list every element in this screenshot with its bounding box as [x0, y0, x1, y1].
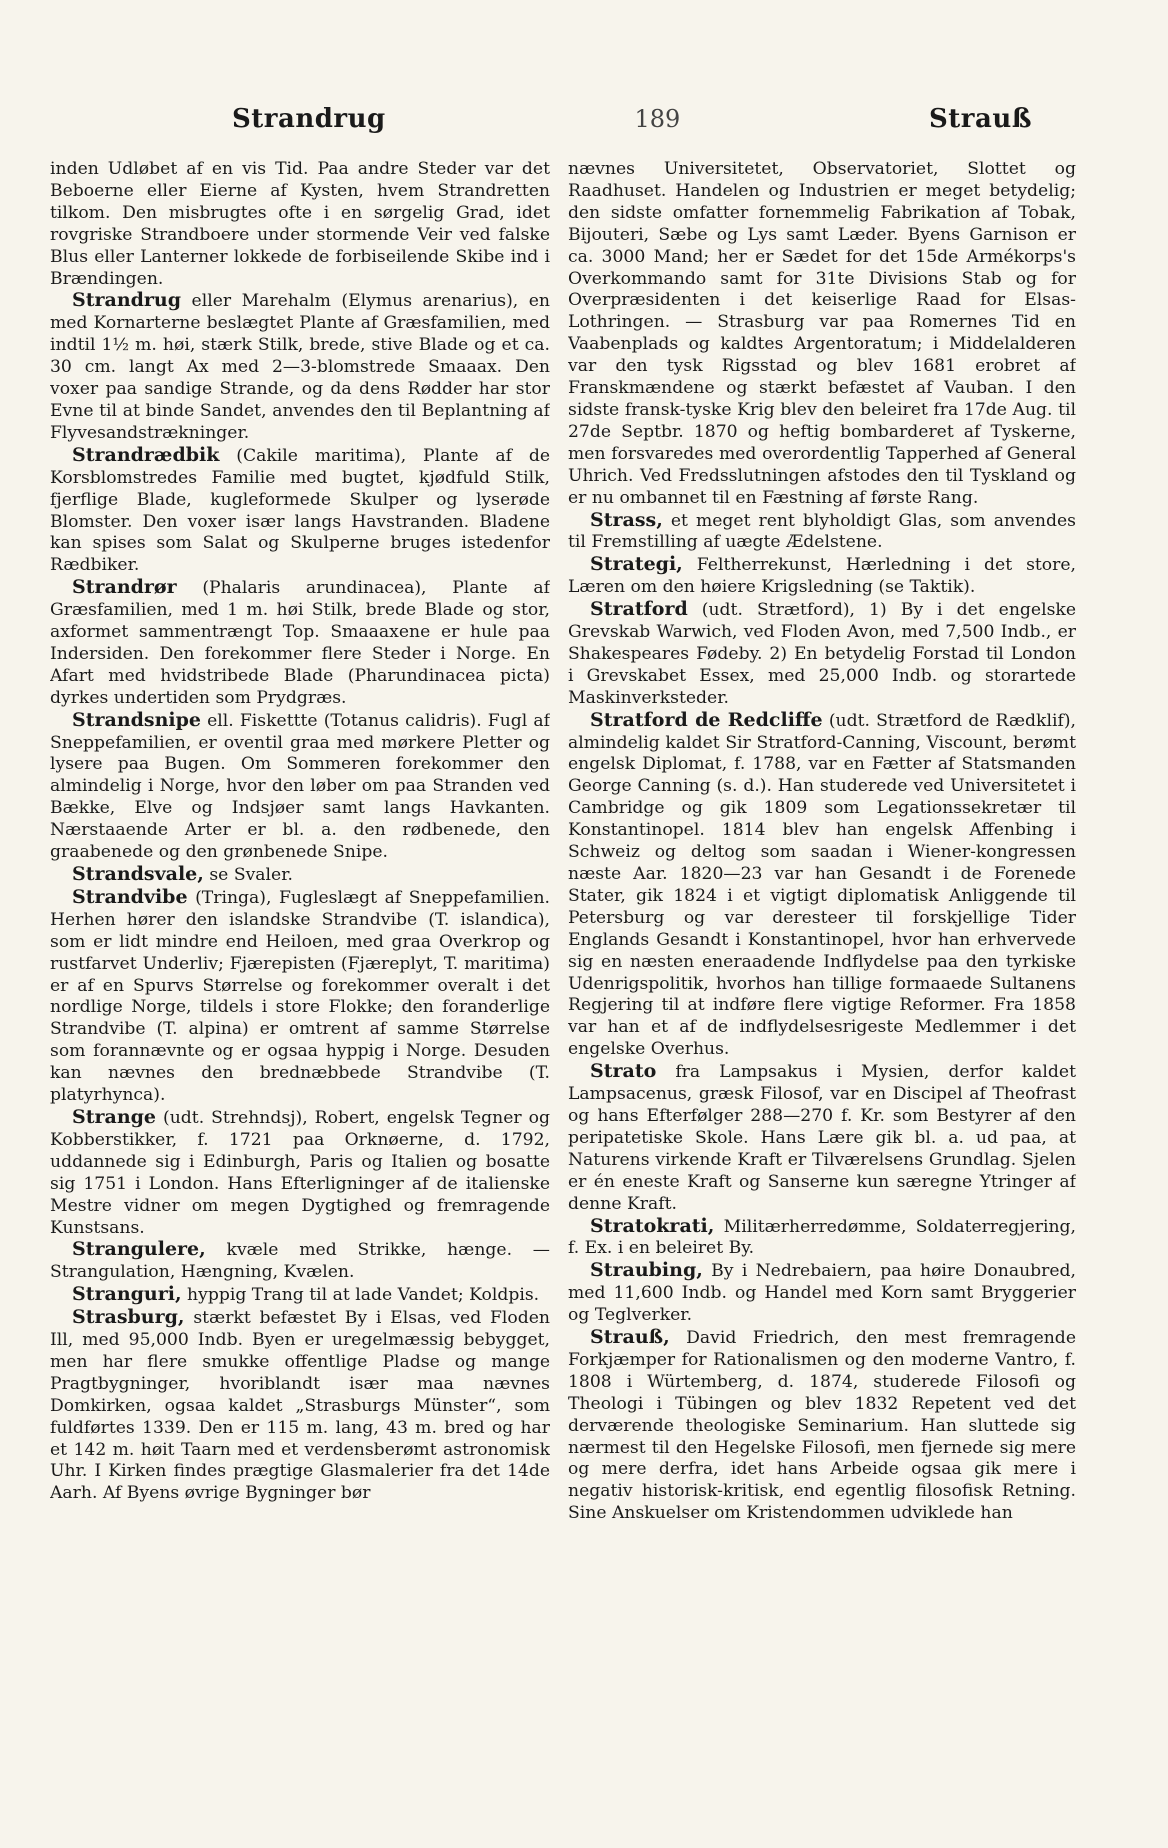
- entry-text: (udt. Strætford), 1) By i det engelske Grevskab Warwich, ved Floden Avon, med 7,500 Indb., er Shakespeares Fødeby. 2) En betydelig Forstad til London i Grevskabet Essex, med 25,000 Indb. og storartede Maskinverksteder.: [568, 600, 1076, 708]
- entry-text: hyppig Trang til at lade Vandet; Koldpis.: [187, 1285, 540, 1306]
- entry-term: Strategi,: [590, 553, 683, 576]
- entry-term: Strato: [590, 1060, 657, 1083]
- entry-text: (Tringa), Fugleslægt af Sneppefamilien. Herhen hører den islandske Strandvibe (T. islandica), som er lidt mindre end Heiloen, med graa Overkrop og rustfarvet Underliv; Fjærepisten (Fjæreplyt, T. maritima) er af en Spurvs Størrelse og forekommer overalt i det nordlige Norge, tildels i store Flokke; den foranderlige Strandvibe (T. alpina) er omtrent af samme Størrelse som forannævnte og er ogsaa hyppig i Norge. Desuden kan nævnes den brednæbbede Strandvibe (T. platyrhynca).: [50, 887, 550, 1106]
- entry: [50, 887, 550, 1107]
- entry-term: Straubing,: [590, 1259, 703, 1282]
- entry-term: Strandsnipe: [72, 708, 202, 731]
- entry-text: fra Lampsakus i Mysien, derfor kaldet Lampsacenus, græsk Filosof, var en Discipel af Theofrast og hans Efterfølger 288—270 f. Kr. som Bestyrer af den peripatetiske Skole. Hans Lære gik bl. a. ud paa, at Naturens virkende Kraft er Tilværelsens Grundlag. Sjelen er én eneste Kraft og Sanserne kun særegne Ytringer af denne Kraft.: [568, 1062, 1076, 1214]
- entry-term: Stranguri,: [72, 1283, 182, 1306]
- entry-term: Strangulere,: [72, 1238, 206, 1261]
- entry-text: Militærherredømme, Soldaterregjering, f. Ex. i en beleiret By.: [568, 1216, 1076, 1259]
- left-column: [50, 158, 550, 1798]
- entry-text: (Phalaris arundinacea), Plante af Græsfamilien, med 1 m. høi Stilk, brede Blade og stor, axformet sammentrængt Top. Smaaaxene er hule paa Indersiden. Den forekommer flere Steder i Norge. En Afart med hvidstribede Blade (Pharundinacea picta) dyrkes undertiden som Prydgræs.: [50, 578, 550, 708]
- right-column: [568, 158, 1076, 1798]
- entry: [50, 577, 550, 709]
- entry-term: Strandrør: [72, 576, 177, 599]
- entry-term: Stratford: [590, 598, 688, 621]
- entry: [568, 599, 1076, 710]
- entry: [50, 445, 550, 577]
- entry: [50, 1307, 550, 1505]
- entry-text: se Svaler.: [209, 865, 294, 885]
- entry: [568, 158, 1076, 510]
- entry-text: By i Nedrebaiern, paa høire Donaubred, med 11,600 Indb. og Handel med Korn samt Bryggerier og Teglverker.: [568, 1261, 1076, 1326]
- entry-term: Strass,: [590, 508, 663, 531]
- entry-text: (udt. Strehndsj), Robert, engelsk Tegner og Kobberstikker, f. 1721 paa Orknøerne, d. 1792, uddannede sig i Edinburgh, Paris og Italien og bosatte sig 1751 i London. Hans Efterligninger af de italienske Mestre vidner om megen Dygtighed og fremragende Kunstsans.: [50, 1107, 550, 1238]
- entry-text: (Cakile maritima), Plante af de Korsblomstredes Familie med bugtet, kjødfuld Stilk, fjerflige Blade, kugleformede Skulper og lyserøde Blomster. Den voxer især langs Havstranden. Bladene kan spises som Salat og Skulperne bruges istedenfor Rædbiker.: [50, 445, 550, 576]
- entry: [568, 510, 1076, 555]
- entry-text: et meget rent blyholdigt Glas, som anvendes til Fremstilling af uægte Ædelstene.: [568, 510, 1076, 553]
- entry: [568, 1327, 1076, 1525]
- entry-text: nævnes Universitetet, Observatoriet, Slottet og Raadhuset. Handelen og Industrien er meget betydelig; den sidste omfatter fornemmelig Fabrikation af Tobak, Bijouteri, Sæbe og Lys samt Læder. Byens Garnison er ca. 3000 Mand; her er Sædet for det 15de Armékorps's Overkommando samt for 31te Divisions Stab og for Overpræsidenten i det keiserlige Raad for Elsas-Lothringen. — Strasburg var paa Romernes Tid en Vaabenplads og kaldtes Argentoratum; i Middelalderen var den tysk Rigsstad og blev 1681 erobret af Franskmændene og stærkt befæstet af Vauban. I den sidste fransk-tyske Krig blev den beleiret fra 17de Aug. til 27de Septbr. 1870 og heftig bombarderet af Tyskerne, men forsvaredes med overordentlig Tapperhed af General Uhrich. Ved Fredsslutningen afstodes den til Tyskland og er nu ombannet til en Fæstning af første Rang.: [568, 159, 1076, 508]
- entry: [50, 158, 550, 290]
- entry-term: Stratokrati,: [590, 1214, 715, 1237]
- entry: [568, 710, 1076, 1062]
- entry-term: Strandrædbik: [72, 443, 220, 466]
- entry-term: Strasburg,: [72, 1306, 185, 1329]
- entry: [50, 1239, 550, 1284]
- entry: [50, 290, 550, 444]
- entry-term: Strauß,: [590, 1326, 670, 1349]
- entry-term: Strandrug: [72, 289, 182, 312]
- entry: [568, 1260, 1076, 1327]
- entry-term: Strandvibe: [72, 885, 188, 908]
- page-header: [232, 104, 1032, 138]
- entry: [568, 1061, 1076, 1215]
- entry: [568, 554, 1076, 599]
- entry-term: Strange: [72, 1105, 157, 1128]
- entry-text: Feltherrekunst, Hærledning i det store, Læren om den høiere Krigsledning (se Taktik).: [568, 555, 1076, 598]
- entry: [50, 710, 550, 864]
- entry: [50, 864, 550, 887]
- left-running-head: Strandrug: [232, 104, 386, 134]
- entry-text: stærkt befæstet By i Elsas, ved Floden Ill, med 95,000 Indb. Byen er uregelmæssig bebygget, men har flere smukke offentlige Pladse og mange Pragtbygninger, hvoriblandt især maa nævnes Domkirken, ogsaa kaldet „Strasburgs Münster“, som fuldførtes 1339. Den er 115 m. lang, 43 m. bred og har et 142 m. høit Taarn med et verdensberømt astronomisk Uhr. I Kirken findes prægtige Glasmalerier fra det 14de Aarh. Af Byens øvrige Bygninger bør: [50, 1308, 550, 1504]
- entry: [568, 1216, 1076, 1261]
- right-running-head: Strauß: [928, 104, 1032, 134]
- entry-term: Stratford de Redcliffe: [590, 708, 823, 731]
- entry: [50, 1107, 550, 1239]
- entry-term: Strandsvale,: [72, 863, 204, 885]
- entry-text: eller Marehalm (Elymus arenarius), en med Kornarterne beslægtet Plante af Græsfamilien, med indtil 1½ m. høi, stærk Stilk, brede, stive Blade og et ca. 30 cm. langt Ax med 2—3-blomstrede Smaaax. Den voxer paa sandige Strande, og da dens Rødder har stor Evne til at binde Sandet, anvendes den til Beplantning af Flyvesandstrækninger.: [50, 291, 550, 443]
- entry-text: ell. Fiskettte (Totanus calidris). Fugl af Sneppefamilien, er oventil graa med mørkere Pletter og lysere paa Bugen. Om Sommeren forekommer den almindelig i Norge, hvor den løber om paa Stranden ved Bække, Elve og Indsjøer samt langs Havkanten. Nærstaaende Arter er bl. a. den rødbenede, den graabenede og den grønbenede Snipe.: [50, 710, 550, 863]
- entry-text: kvæle med Strikke, hænge. — Strangulation, Hængning, Kvælen.: [50, 1240, 550, 1283]
- entry-text: David Friedrich, den mest fremragende Forkjæmper for Rationalismen og den moderne Vantro, f. 1808 i Würtemberg, d. 1874, studerede Filosofi og Theologi i Tübingen og blev 1832 Repetent ved det derværende theologiske Seminarium. Han sluttede sig nærmest til den Hegelske Filosofi, men fjernede sig mere og mere derfra, idet hans Arbeide ogsaa gik mere i negativ historisk-kritisk, end egentlig filosofisk Retning. Sine Anskuelser om Kristendommen udviklede han: [568, 1328, 1076, 1524]
- entry: [50, 1284, 550, 1307]
- page-number: 189: [634, 105, 681, 133]
- entry-text: (udt. Strætford de Rædklif), almindelig kaldet Sir Stratford-Canning, Viscount, berømt engelsk Diplomat, f. 1788, var en Fætter af Statsmanden George Canning (s. d.). Han studerede ved Universitetet i Cambridge og gik 1809 som Legationssekretær til Konstantinopel. 1814 blev han engelsk Affenbing i Schweiz og deltog som saadan i Wiener-kongressen næste Aar. 1820—23 var han Gesandt i de Forenede Stater, gik 1824 i et vigtigt diplomatisk Anliggende til Petersburg og var deresteer til forskjellige Tider Englands Gesandt i Konstantinopel, hvor han erhvervede sig en næsten eneraadende Indflydelse paa den tyrkiske Udenrigspolitik, hvorhos han tillige formaaede Sultanens Regjering til at indføre flere vigtige Reformer. Fra 1858 var han et af de indflydelsesrigeste Medlemmer i det engelske Overhus.: [568, 710, 1076, 1060]
- entry-text: inden Udløbet af en vis Tid. Paa andre Steder var det Beboerne eller Eierne af Kysten, hvem Strandretten tilkom. Den misbrugtes ofte i en sørgelig Grad, idet rovgriske Strandboere under stormende Veir ved falske Blus eller Lanterner lokkede de forbiseilende Skibe ind i Brændingen.: [50, 159, 550, 289]
